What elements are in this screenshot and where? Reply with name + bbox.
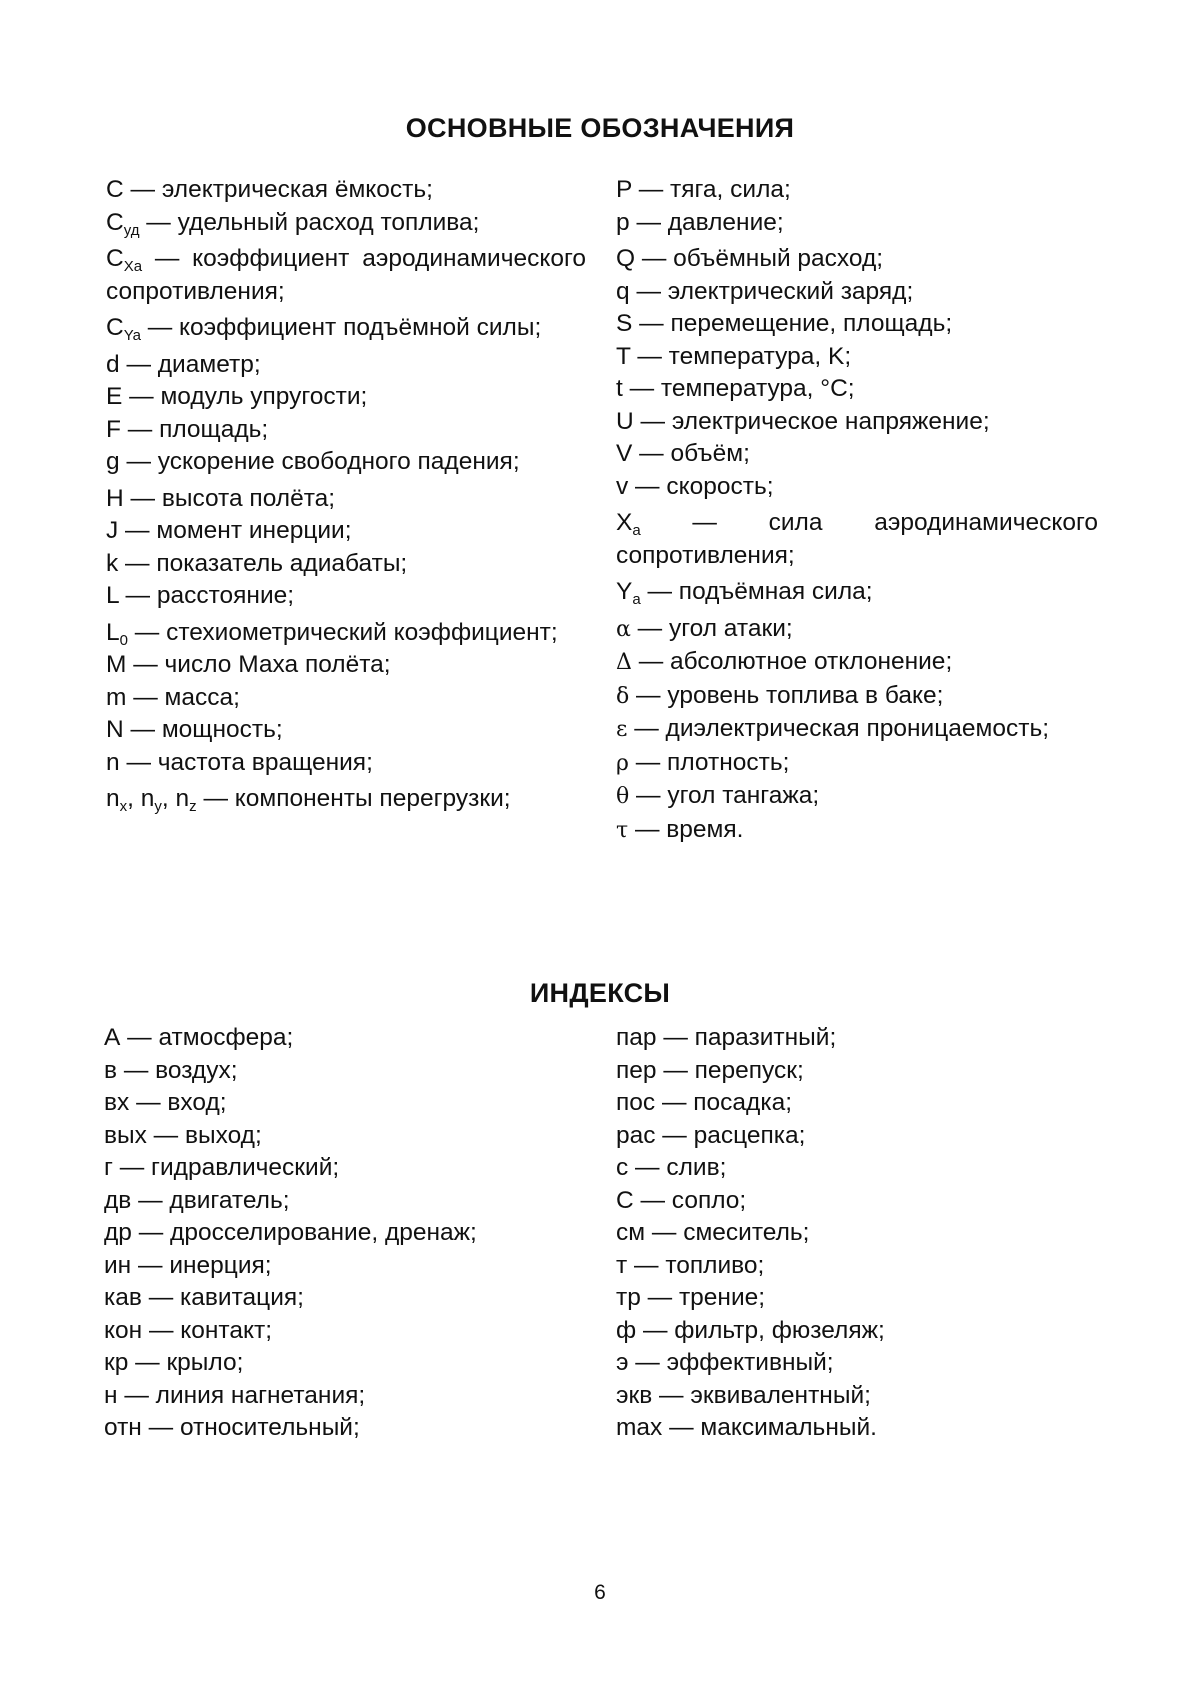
notation-item: ρ — плотность; <box>616 748 790 776</box>
index-item: вых — выход; <box>104 1121 262 1149</box>
indices-list-left <box>104 1022 584 1445</box>
index-item: тр — трение; <box>616 1284 766 1311</box>
notation-item: S — перемещение, площадь; <box>616 310 953 337</box>
page-number: 6 <box>594 1581 606 1604</box>
notation-item: V — объём; <box>616 440 750 467</box>
notation-item: P — тяга, сила; <box>616 176 791 203</box>
notation-item: Δ — абсолютное отклонение; <box>616 648 953 675</box>
notation-item: C — электрическая ёмкость; <box>106 176 433 203</box>
notation-item: v — скорость; <box>616 472 774 500</box>
index-item: с — слив; <box>616 1154 727 1181</box>
index-item: ин — инерция; <box>104 1251 272 1279</box>
notation-item: $L_0$ — стехиометрический коэффициент; <box>106 618 558 649</box>
notation-item: M — число Маха полёта; <box>106 651 391 678</box>
indices-list-right <box>616 1022 1096 1445</box>
index-item: т — топливо; <box>616 1251 765 1279</box>
notation-item: $n_x$, $n_y$, $n_z$ — компоненты перегрузки; <box>106 785 511 815</box>
notation-heading: ОСНОВНЫЕ ОБОЗНАЧЕНИЯ <box>405 113 795 143</box>
notation-item: p — давление; <box>616 208 784 236</box>
index-item: пар — паразитный; <box>616 1024 837 1051</box>
index-item: н — линия нагнетания; <box>104 1381 366 1409</box>
notation-item: α — угол атаки; <box>616 614 793 642</box>
index-item: в — воздух; <box>104 1056 238 1084</box>
notation-item: H — высота полёта; <box>106 484 336 512</box>
notation-item: $X_a$ — сила аэродинамического сопротивления; <box>616 509 1098 569</box>
notation-item: L — расстояние; <box>106 582 295 609</box>
index-item: А — атмосфера; <box>104 1024 294 1051</box>
notation-item: t — температура, °C; <box>616 375 855 402</box>
notation-item: n — частота вращения; <box>106 748 373 776</box>
notation-item: F — площадь; <box>106 415 269 443</box>
notation-item: δ — уровень топлива в баке; <box>616 681 944 709</box>
index-item: кав — кавитация; <box>104 1284 304 1311</box>
notation-item: $C_{уд}$ — удельный расход топлива; <box>106 208 480 239</box>
index-item: г — гидравлический; <box>104 1154 340 1181</box>
notation-item: U — электрическое напряжение; <box>616 407 990 435</box>
notation-item: ε — диэлектрическая проницаемость; <box>616 715 1050 742</box>
index-item: кр — крыло; <box>104 1349 244 1376</box>
notation-item: J — момент инерции; <box>106 517 352 544</box>
index-item: рас — расцепка; <box>616 1121 806 1149</box>
notation-list-left <box>106 174 586 816</box>
notation-item: θ — угол тангажа; <box>616 782 820 809</box>
index-item: пер — перепуск; <box>616 1056 804 1084</box>
notation-list-right <box>616 174 1098 847</box>
notation-item: g — ускорение свободного падения; <box>106 448 520 475</box>
index-item: С — сопло; <box>616 1186 747 1214</box>
index-item: пос — посадка; <box>616 1089 793 1116</box>
index-item: отн — относительный; <box>104 1414 360 1441</box>
index-item: экв — эквивалентный; <box>616 1381 871 1409</box>
index-item: дв — двигатель; <box>104 1186 290 1214</box>
notation-item: E — модуль упругости; <box>106 383 368 410</box>
notation-item: k — показатель адиабаты; <box>106 549 408 577</box>
index-item: вх — вход; <box>104 1089 227 1116</box>
index-item: max — максимальный. <box>616 1414 877 1441</box>
notation-item: m — масса; <box>106 683 240 711</box>
index-item: см — смеситель; <box>616 1219 810 1246</box>
notation-item: T — температура, K; <box>616 342 852 370</box>
index-item: кон — контакт; <box>104 1316 273 1344</box>
notation-item: d — диаметр; <box>106 350 261 378</box>
index-item: э — эффективный; <box>616 1349 834 1376</box>
notation-item: $Y_a$ — подъёмная сила; <box>616 578 873 608</box>
notation-item: Q — объёмный расход; <box>616 245 884 272</box>
notation-item: $C_{Ya}$ — коэффициент подъёмной силы; <box>106 314 542 344</box>
indices-heading: ИНДЕКСЫ <box>529 978 671 1008</box>
index-item: ф — фильтр, фюзеляж; <box>616 1316 885 1344</box>
index-item: др — дросселирование, дренаж; <box>104 1219 477 1246</box>
notation-item: τ — время. <box>616 815 744 843</box>
notation-item: $C_{Xa}$ — коэффициент аэродинамического сопротивления; <box>106 245 586 305</box>
notation-item: q — электрический заряд; <box>616 277 914 305</box>
notation-item: N — мощность; <box>106 716 283 743</box>
